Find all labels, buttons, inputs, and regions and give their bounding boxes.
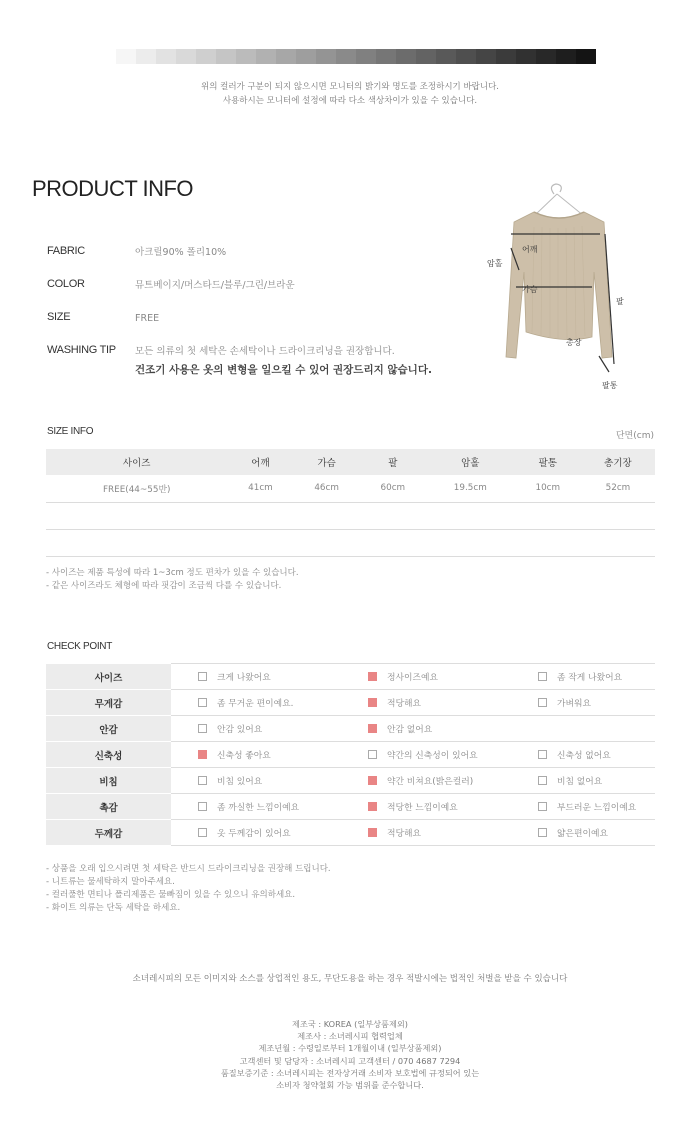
care-notes: - 상품을 오래 입으시려면 첫 세탁은 반드시 드라이크리닝을 권장해 드립니다. - 니트류는 물세탁하지 말아주세요. - 컬러풀한 면티나 폴리제품은 물빠짐이 있을 수 있으니 유의하세요. - 화이트 의류는 단독 세탁을 하세요.: [46, 864, 331, 913]
grayscale-swatch: [136, 49, 156, 64]
check-option[interactable]: [511, 690, 655, 716]
check-option-label: 비침 없어요: [557, 777, 603, 787]
check-row-label: 무게감: [46, 690, 171, 716]
grayscale-swatch: [556, 49, 576, 64]
size-notes: - 사이즈는 제품 특성에 따라 1~3cm 정도 편차가 있을 수 있습니다. - 같은 사이즈라도 체형에 따라 핏감이 조금씩 다를 수 있습니다.: [46, 568, 299, 591]
check-option-label: 약간의 신축성이 있어요: [387, 751, 478, 761]
check-row-label: 두께감: [46, 820, 171, 846]
checkbox-checked-icon[interactable]: [368, 776, 377, 785]
diagram-label-shoulder: 어깨: [522, 245, 538, 254]
checkbox-icon[interactable]: [198, 828, 207, 837]
checkbox-icon[interactable]: [538, 802, 547, 811]
checkbox-icon[interactable]: [368, 750, 377, 759]
check-option[interactable]: [171, 820, 341, 846]
checkbox-icon[interactable]: [198, 724, 207, 733]
grayscale-swatch: [396, 49, 416, 64]
grayscale-swatch: [196, 49, 216, 64]
grayscale-swatch: [456, 49, 476, 64]
size-info-title: SIZE INFO: [47, 426, 94, 437]
checkbox-icon[interactable]: [198, 672, 207, 681]
check-row: [46, 794, 655, 820]
table-row-empty: [46, 529, 655, 556]
check-option[interactable]: [511, 742, 655, 768]
grayscale-swatch: [356, 49, 376, 64]
grayscale-swatch: [296, 49, 316, 64]
check-row: [46, 664, 655, 690]
grayscale-swatch: [116, 49, 136, 64]
fabric-row: FABRIC 아크릴90% 폴리10%: [47, 245, 227, 258]
size-table-header: 사이즈 어깨 가슴 팔 암홀 팔통 총기장: [46, 449, 655, 475]
washing-row: WASHING TIP 모든 의류의 첫 세탁은 손세탁이나 드라이크리닝을 권장합니다. 건조기 사용은 옷의 변형을 일으킬 수 있어 권장드리지 않습니다.: [47, 344, 432, 360]
checkbox-icon[interactable]: [538, 828, 547, 837]
check-option-label: 좀 작게 나왔어요: [557, 673, 623, 683]
checkbox-icon[interactable]: [198, 802, 207, 811]
grayscale-swatch: [316, 49, 336, 64]
checkbox-checked-icon[interactable]: [368, 802, 377, 811]
check-option[interactable]: [511, 820, 655, 846]
check-option-label: 좀 까실한 느낌이예요: [217, 803, 300, 813]
grayscale-swatch: [416, 49, 436, 64]
grayscale-swatch: [216, 49, 236, 64]
check-option[interactable]: [341, 716, 511, 742]
grayscale-swatch: [276, 49, 296, 64]
checkbox-icon[interactable]: [538, 698, 547, 707]
check-option-label: 옷 두께감이 있어요: [217, 829, 291, 839]
check-option-label: 약간 비쳐요(밝은컬러): [387, 777, 474, 787]
diagram-label-armhole: 암홀: [487, 259, 503, 268]
check-option-label: 안감 있어요: [217, 725, 263, 735]
copyright-notice: 소녀레시피의 모든 이미지와 소스를 상업적인 용도, 무단도용을 하는 경우 적발시에는 법적인 처벌을 받을 수 있습니다: [132, 974, 568, 984]
table-row-empty: [46, 502, 655, 529]
color-row: COLOR 뮤트베이지/머스타드/블루/그린/브라운: [47, 278, 295, 291]
check-option-label: 정사이즈예요: [387, 673, 438, 683]
check-option-label: 비침 있어요: [217, 777, 263, 787]
check-row-label: 비침: [46, 768, 171, 794]
check-point-table: [46, 663, 655, 846]
check-row: [46, 742, 655, 768]
grayscale-swatch: [576, 49, 596, 64]
check-row-label: 안감: [46, 716, 171, 742]
check-option-label: 신축성 좋아요: [217, 751, 271, 761]
check-option[interactable]: [171, 768, 341, 794]
check-option-label: 크게 나왔어요: [217, 673, 271, 683]
checkbox-icon[interactable]: [538, 672, 547, 681]
grayscale-swatch: [236, 49, 256, 64]
diagram-label-sleeve: 팔: [616, 297, 624, 306]
diagram-label-length: 총장: [566, 338, 582, 347]
check-option[interactable]: [511, 768, 655, 794]
checkbox-checked-icon[interactable]: [368, 724, 377, 733]
check-option-label: 가벼워요: [557, 699, 591, 709]
cuff-line: [599, 356, 609, 372]
check-option[interactable]: [171, 794, 341, 820]
grayscale-swatch: [496, 49, 516, 64]
check-option-label: 얇은편이예요: [557, 829, 608, 839]
diagram-label-cuff: 팔통: [602, 381, 618, 390]
page-title: PRODUCT INFO: [32, 176, 194, 201]
checkbox-checked-icon[interactable]: [368, 672, 377, 681]
size-row: SIZE FREE: [47, 311, 160, 324]
check-row: [46, 820, 655, 846]
check-option-label: 적당한 느낌이예요: [387, 803, 458, 813]
grayscale-swatch: [516, 49, 536, 64]
check-option-label: 적당해요: [387, 699, 421, 709]
check-point-title: CHECK POINT: [47, 641, 113, 652]
monitor-note: 위의 컬러가 구분이 되지 않으시면 모니터의 밝기와 명도를 조정하시기 바랍니다. 사용하시는 모니터에 설정에 따라 다소 색상차이가 있을 수 있습니다.: [201, 82, 499, 106]
grayscale-calibration-bar: [116, 49, 596, 64]
check-option[interactable]: [171, 664, 341, 690]
check-row: [46, 690, 655, 716]
checkbox-checked-icon[interactable]: [368, 828, 377, 837]
checkbox-checked-icon[interactable]: [368, 698, 377, 707]
footer-info: 제조국 : KOREA (일부상품제외) 제조사 : 소녀레시피 협력업체 제조년월 : 수령일로부터 1개월이내 (일부상품제외) 고객센터 및 담당자 : 소녀레시피 고객센터 / 070 4687 7294 품질보증기준 : 소녀레시피는 전자상거래 소비자 보호법에 규정되어 있는 소비자 청약철회 가능 범위를 준수합니다.: [220, 1019, 480, 1091]
washing-warning: 건조기 사용은 옷의 변형을 일으킬 수 있어 권장드리지 않습니다.: [135, 364, 432, 376]
grayscale-swatch: [376, 49, 396, 64]
grayscale-swatch: [156, 49, 176, 64]
check-row-label: 신축성: [46, 742, 171, 768]
sweater-measurement-diagram: [484, 182, 644, 397]
grayscale-swatch: [536, 49, 556, 64]
check-option[interactable]: [341, 768, 511, 794]
grayscale-swatch: [336, 49, 356, 64]
check-option: [511, 716, 655, 742]
checkbox-checked-icon[interactable]: [198, 750, 207, 759]
grayscale-swatch: [176, 49, 196, 64]
check-option[interactable]: [171, 742, 341, 768]
checkbox-icon[interactable]: [538, 776, 547, 785]
grayscale-swatch: [256, 49, 276, 64]
table-row: FREE(44~55반) 41cm 46cm 60cm 19.5cm 10cm 52cm: [46, 475, 655, 502]
checkbox-icon[interactable]: [198, 776, 207, 785]
check-row: [46, 716, 655, 742]
check-option[interactable]: [341, 664, 511, 690]
check-option-label: 안감 없어요: [387, 725, 433, 735]
check-option[interactable]: [511, 664, 655, 690]
check-option[interactable]: [171, 716, 341, 742]
size-unit: 단면(cm): [615, 431, 654, 441]
check-row: [46, 768, 655, 794]
check-option-label: 적당해요: [387, 829, 421, 839]
checkbox-icon[interactable]: [198, 698, 207, 707]
grayscale-swatch: [436, 49, 456, 64]
check-option-label: 좀 무거운 편이예요.: [217, 699, 294, 709]
checkbox-icon[interactable]: [538, 750, 547, 759]
check-row-label: 촉감: [46, 794, 171, 820]
check-option[interactable]: [341, 690, 511, 716]
check-option-label: 부드러운 느낌이예요: [557, 803, 637, 813]
check-option[interactable]: [341, 742, 511, 768]
diagram-label-chest: 가슴: [522, 285, 538, 294]
grayscale-swatch: [476, 49, 496, 64]
check-option-label: 신축성 없어요: [557, 751, 611, 761]
size-table: [46, 449, 655, 557]
check-option[interactable]: [171, 690, 341, 716]
check-row-label: 사이즈: [46, 664, 171, 690]
check-option[interactable]: [341, 794, 511, 820]
check-option[interactable]: [341, 820, 511, 846]
check-option[interactable]: [511, 794, 655, 820]
